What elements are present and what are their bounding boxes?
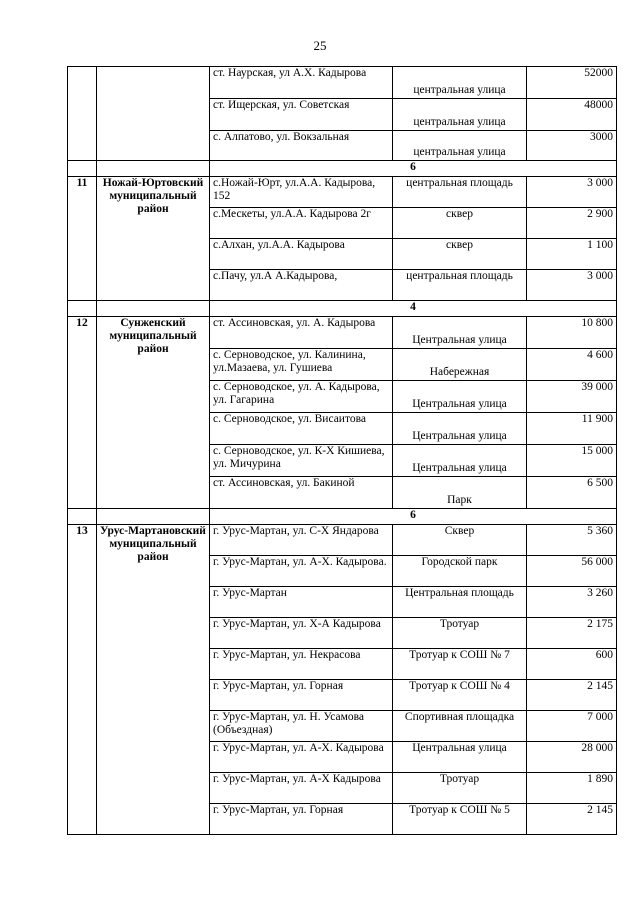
type-cell: Спортивная площадка — [393, 711, 527, 742]
type-cell: Центральная улица — [393, 445, 527, 477]
address-cell: ст. Наурская, ул А.Х. Кадырова — [210, 67, 393, 99]
address-cell: г. Урус-Мартан, ул. Горная — [210, 804, 393, 835]
type-cell: Тротуар — [393, 618, 527, 649]
area-cell: 1 890 — [527, 773, 617, 804]
area-cell: 2 175 — [527, 618, 617, 649]
row-number-cell: 12 — [68, 317, 97, 509]
page-number: 25 — [313, 38, 327, 53]
area-cell: 52000 — [527, 67, 617, 99]
address-cell: г. Урус-Мартан, ул. Х-А Кадырова — [210, 618, 393, 649]
address-cell: с.Алхан, ул.А.А. Кадырова — [210, 239, 393, 270]
type-cell: Сквер — [393, 525, 527, 556]
area-cell: 3 000 — [527, 177, 617, 208]
group-total: 4 — [210, 301, 617, 317]
area-cell: 3 260 — [527, 587, 617, 618]
area-cell: 5 360 — [527, 525, 617, 556]
address-cell: ст. Ассиновская, ул. Бакиной — [210, 477, 393, 509]
address-cell: ст. Ассиновская, ул. А. Кадырова — [210, 317, 393, 349]
address-cell: г. Урус-Мартан, ул. Некрасова — [210, 649, 393, 680]
area-cell: 2 145 — [527, 680, 617, 711]
area-cell: 7 000 — [527, 711, 617, 742]
area-cell: 2 145 — [527, 804, 617, 835]
table-row — [68, 525, 617, 556]
area-cell: 56 000 — [527, 556, 617, 587]
district-cell: Ножай-Юртовский муниципальный район — [97, 177, 210, 301]
improvement-objects-table — [67, 66, 617, 835]
address-cell: г. Урус-Мартан, ул. Н. Усамова (Объездная) — [210, 711, 393, 742]
type-cell: центральная улица — [393, 131, 527, 161]
type-cell: центральная улица — [393, 99, 527, 131]
address-cell: г. Урус-Мартан, ул. А-Х Кадырова — [210, 773, 393, 804]
address-cell: г. Урус-Мартан, ул. А-Х. Кадырова. — [210, 556, 393, 587]
group-total-row — [68, 509, 617, 525]
address-cell: с.Ножай-Юрт, ул.А.А. Кадырова, 152 — [210, 177, 393, 208]
area-cell: 10 800 — [527, 317, 617, 349]
area-cell: 48000 — [527, 99, 617, 131]
type-cell: сквер — [393, 239, 527, 270]
type-cell: центральная площадь — [393, 177, 527, 208]
row-number-cell: 13 — [68, 525, 97, 835]
type-cell: Городской парк — [393, 556, 527, 587]
address-cell: с. Алпатово, ул. Вокзальная — [210, 131, 393, 161]
table-row — [68, 317, 617, 349]
address-cell: с.Пачу, ул.А А.Кадырова, — [210, 270, 393, 301]
group-total-row — [68, 301, 617, 317]
area-cell: 2 900 — [527, 208, 617, 239]
group-total: 6 — [210, 509, 617, 525]
table-row — [68, 67, 617, 99]
type-cell: центральная улица — [393, 67, 527, 99]
area-cell: 6 500 — [527, 477, 617, 509]
address-cell: г. Урус-Мартан, ул. Горная — [210, 680, 393, 711]
address-cell: с. Серноводское, ул. Висаитова — [210, 413, 393, 445]
area-cell: 28 000 — [527, 742, 617, 773]
type-cell: Центральная улица — [393, 381, 527, 413]
type-cell: центральная площадь — [393, 270, 527, 301]
address-cell: г. Урус-Мартан, ул. С-Х Яндарова — [210, 525, 393, 556]
group-total: 6 — [210, 161, 617, 177]
type-cell: Тротуар к СОШ № 5 — [393, 804, 527, 835]
type-cell: Тротуар — [393, 773, 527, 804]
table-row — [68, 177, 617, 208]
type-cell: Тротуар к СОШ № 4 — [393, 680, 527, 711]
area-cell: 15 000 — [527, 445, 617, 477]
type-cell: сквер — [393, 208, 527, 239]
address-cell: г. Урус-Мартан, ул. А-Х. Кадырова — [210, 742, 393, 773]
type-cell: Парк — [393, 477, 527, 509]
area-cell: 3 000 — [527, 270, 617, 301]
area-cell: 4 600 — [527, 349, 617, 381]
area-cell: 11 900 — [527, 413, 617, 445]
address-cell: с. Серноводское, ул. К-Х Кишиева, ул. Мичурина — [210, 445, 393, 477]
type-cell: Тротуар к СОШ № 7 — [393, 649, 527, 680]
area-cell: 600 — [527, 649, 617, 680]
address-cell: с. Серноводское, ул. А. Кадырова, ул. Гагарина — [210, 381, 393, 413]
address-cell: с. Серноводское, ул. Калинина, ул.Мазаева, ул. Гушиева — [210, 349, 393, 381]
type-cell: Центральная улица — [393, 413, 527, 445]
area-cell: 39 000 — [527, 381, 617, 413]
address-cell: с.Мескеты, ул.А.А. Кадырова 2г — [210, 208, 393, 239]
row-number-cell: 11 — [68, 177, 97, 301]
type-cell: Центральная улица — [393, 317, 527, 349]
area-cell: 3000 — [527, 131, 617, 161]
address-cell: г. Урус-Мартан — [210, 587, 393, 618]
type-cell: Набережная — [393, 349, 527, 381]
district-cell — [97, 67, 210, 161]
type-cell: Центральная площадь — [393, 587, 527, 618]
row-number-cell — [68, 67, 97, 161]
area-cell: 1 100 — [527, 239, 617, 270]
type-cell: Центральная улица — [393, 742, 527, 773]
address-cell: ст. Ищерская, ул. Советская — [210, 99, 393, 131]
district-cell: Сунженский муниципальный район — [97, 317, 210, 509]
district-cell: Урус-Мартановский муниципальный район — [97, 525, 210, 835]
group-total-row — [68, 161, 617, 177]
